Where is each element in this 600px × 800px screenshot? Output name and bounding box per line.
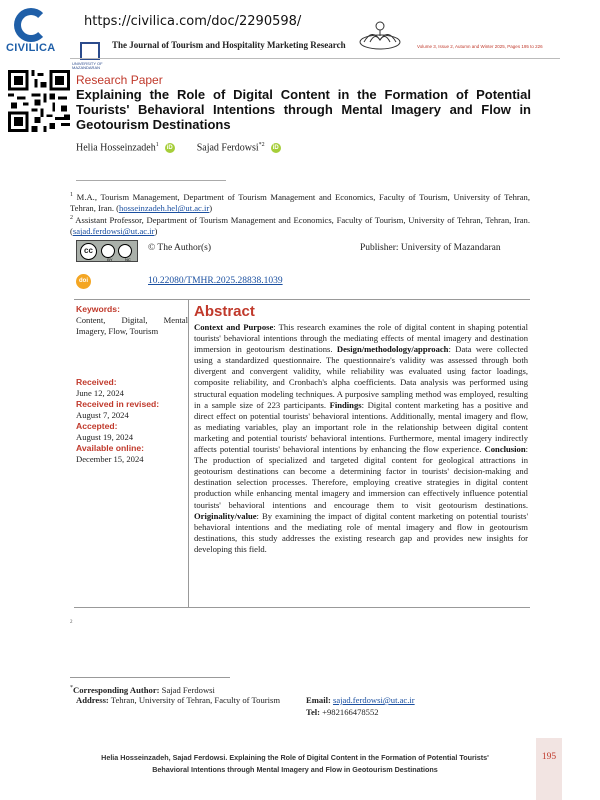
- accepted-date: August 19, 2024: [76, 432, 134, 442]
- abstract-findings-text: : Digital content marketing has a positive and direct effect on potential tourists' behavioral intentions. Additionally, mental imagery and flow, as mediating variables, play an important role in the relationship between digital content marketing and potential tourists' behavioral intentions. Furthermore, mental imagery indirectly affects potential tourists' behavioral intentions by enhancing the flow experience.: [194, 399, 528, 455]
- doi-link[interactable]: 10.22080/TMHR.2025.28838.1039: [148, 276, 283, 286]
- abstract-originality-label: Originality/value: [194, 510, 257, 521]
- section-divider: [74, 299, 530, 300]
- author-name: Helia Hosseinzadeh$^1$: [76, 142, 159, 154]
- corresponding-address: Address: Tehran, University of Tehran, Faculty of Tourism: [76, 695, 281, 705]
- column-divider: [188, 300, 189, 607]
- available-online-label: Available online:: [76, 443, 144, 453]
- correspondence-divider: [70, 677, 230, 678]
- abstract-purpose-label: Context and Purpose: [194, 322, 274, 332]
- revised-date: August 7, 2024: [76, 410, 129, 420]
- abstract-purpose-text: : This research examines the role of digital content in shaping potential tourists' behavioral intentions through the mediating effects of mental imagery and destination immersion in geotourism destinations.: [194, 322, 528, 355]
- corresponding-email-link[interactable]: sajad.ferdowsi@ut.ac.ir: [332, 695, 415, 705]
- orcid-icon[interactable]: iD: [272, 144, 279, 151]
- civilica-c-icon: [14, 8, 48, 42]
- citation-footer: [60, 752, 530, 776]
- abstract-findings-label: Findings: [329, 399, 362, 410]
- keywords-block: [76, 304, 188, 337]
- dates-block: [76, 377, 188, 465]
- rose-emblem-icon: [350, 18, 410, 58]
- document-url[interactable]: https://civilica.com/doc/2290598/: [84, 14, 302, 29]
- doi-icon: doi: [76, 274, 91, 289]
- cc-icon: cc: [80, 243, 97, 260]
- corresponding-author-name: Sajad Ferdowsi: [159, 684, 215, 695]
- corresponding-author-label: Corresponding Author:: [73, 684, 160, 695]
- affiliation-2: $^2$ Assistant Professor, Department of Tourism Management and Economics, Faculty of Tourism, University of Tehran, Tehran, Iran. (sajad.ferdowsi@ut.ac.ir): [70, 214, 530, 237]
- revised-label: Received in revised:: [76, 399, 160, 409]
- corresponding-contact: Email: sajad.ferdowsi@ut.ac.ir Tel: +982166478552: [306, 695, 415, 717]
- affiliation-email-link[interactable]: sajad.ferdowsi@ut.ac.ir: [72, 226, 155, 237]
- publisher-notice: Publisher: University of Mazandaran: [360, 243, 501, 253]
- cc-license-badge[interactable]: [76, 240, 138, 262]
- nc-label: NC: [125, 257, 131, 262]
- copyright-notice: © The Author(s): [148, 243, 211, 253]
- by-label: BY: [107, 257, 113, 262]
- affiliation-1: $^1$ M.A., Tourism Management, Department of Tourism Management and Economics, Faculty of Tourism, University of Tehran, Tehran, Iran. (hosseinzadeh.hel@ut.ac.ir): [70, 191, 530, 214]
- abstract-design-text: : Data were collected using a standardized questionnaire. The questionnaire's validity was assessed through both divergent and convergent validity, while reliability was evaluated using factor loadings, composite reliability, and Cronbach's alpha coefficients. Data analysis was performed using structural equation modeling techniques. A purposive sampling method was employed, resulting in a sample size of 223 participants.: [194, 344, 528, 410]
- abstract-heading: Abstract: [194, 303, 255, 320]
- author-list: [76, 142, 281, 153]
- abstract-body: [194, 322, 528, 555]
- section-divider: [74, 607, 530, 608]
- footnote-marker: 2: [70, 620, 73, 625]
- page-number-tab: [536, 738, 562, 800]
- civilica-logo-text: CIVILICA: [6, 42, 56, 54]
- keywords-list: Content, Digital, Mental Imagery, Flow, Tourism: [76, 315, 188, 336]
- qr-code-icon[interactable]: [8, 70, 70, 132]
- corresponding-author: *Corresponding Author: Sajad Ferdowsi: [70, 684, 215, 695]
- page-number: 195: [541, 752, 557, 762]
- attribution-icon: [101, 244, 115, 258]
- accepted-label: Accepted:: [76, 421, 118, 431]
- university-logo: [72, 42, 108, 70]
- volume-info: Volume 3, Issue 2, Autumn and Winter 2025, Pages 195 to 226: [417, 44, 543, 49]
- journal-name: The Journal of Tourism and Hospitality Marketing Research: [112, 40, 346, 50]
- citation-line-1: Helia Hosseinzadeh, Sajad Ferdowsi. Explaining the Role of Digital Content in the Formation of Potential Tourists': [101, 753, 489, 762]
- received-date: June 12, 2024: [76, 388, 124, 398]
- affiliation-divider: [76, 180, 226, 181]
- abstract-originality-text: : By examining the impact of digital content marketing on potential tourists' behavioral intentions and the mediating role of mental imagery and flow in geotourism destinations, this study addresses the existing research gap and provides new insights for developing this field.: [194, 510, 528, 554]
- author-name: Sajad Ferdowsi$^{*2}$: [196, 142, 265, 154]
- header-divider: [70, 58, 560, 59]
- journal-rose-logo: [350, 18, 410, 58]
- orcid-icon[interactable]: iD: [166, 144, 173, 151]
- paper-type-label: Research Paper: [76, 73, 163, 87]
- article-title: Explaining the Role of Digital Content in the Formation of Potential Tourists' Behavioral Intentions through Mental Imagery and Flow in Geotourism Destinations: [76, 87, 531, 132]
- citation-line-2: Behavioral Intentions through Mental Imagery and Flow in Geotourism Destinations: [152, 765, 438, 774]
- corresponding-phone: +982166478552: [320, 706, 379, 717]
- available-online-date: December 15, 2024: [76, 454, 144, 464]
- noncommercial-icon: [118, 244, 132, 258]
- civilica-logo[interactable]: [6, 8, 58, 54]
- abstract-conclusion-label: Conclusion: [484, 444, 526, 455]
- abstract-design-label: Design/methodology/approach: [336, 344, 449, 355]
- abstract-conclusion-text: : The production of specialized and targeted digital content for geological attractions in geotourism destinations can become a determining factor in tourists' decision-making and destination selection processes. Therefore, employing creative strategies in digital content production while enhancing mental imagery and immersion can effectively influence potential tourists' behavioral intentions and encourage them to visit geotourism destinations.: [194, 444, 528, 510]
- university-logo-text: UNIVERSITY OF MAZANDARAN: [72, 61, 103, 70]
- received-label: Received:: [76, 377, 117, 387]
- keywords-label: Keywords:: [76, 304, 120, 314]
- affiliation-email-link[interactable]: hosseinzadeh.hel@ut.ac.ir: [119, 203, 210, 214]
